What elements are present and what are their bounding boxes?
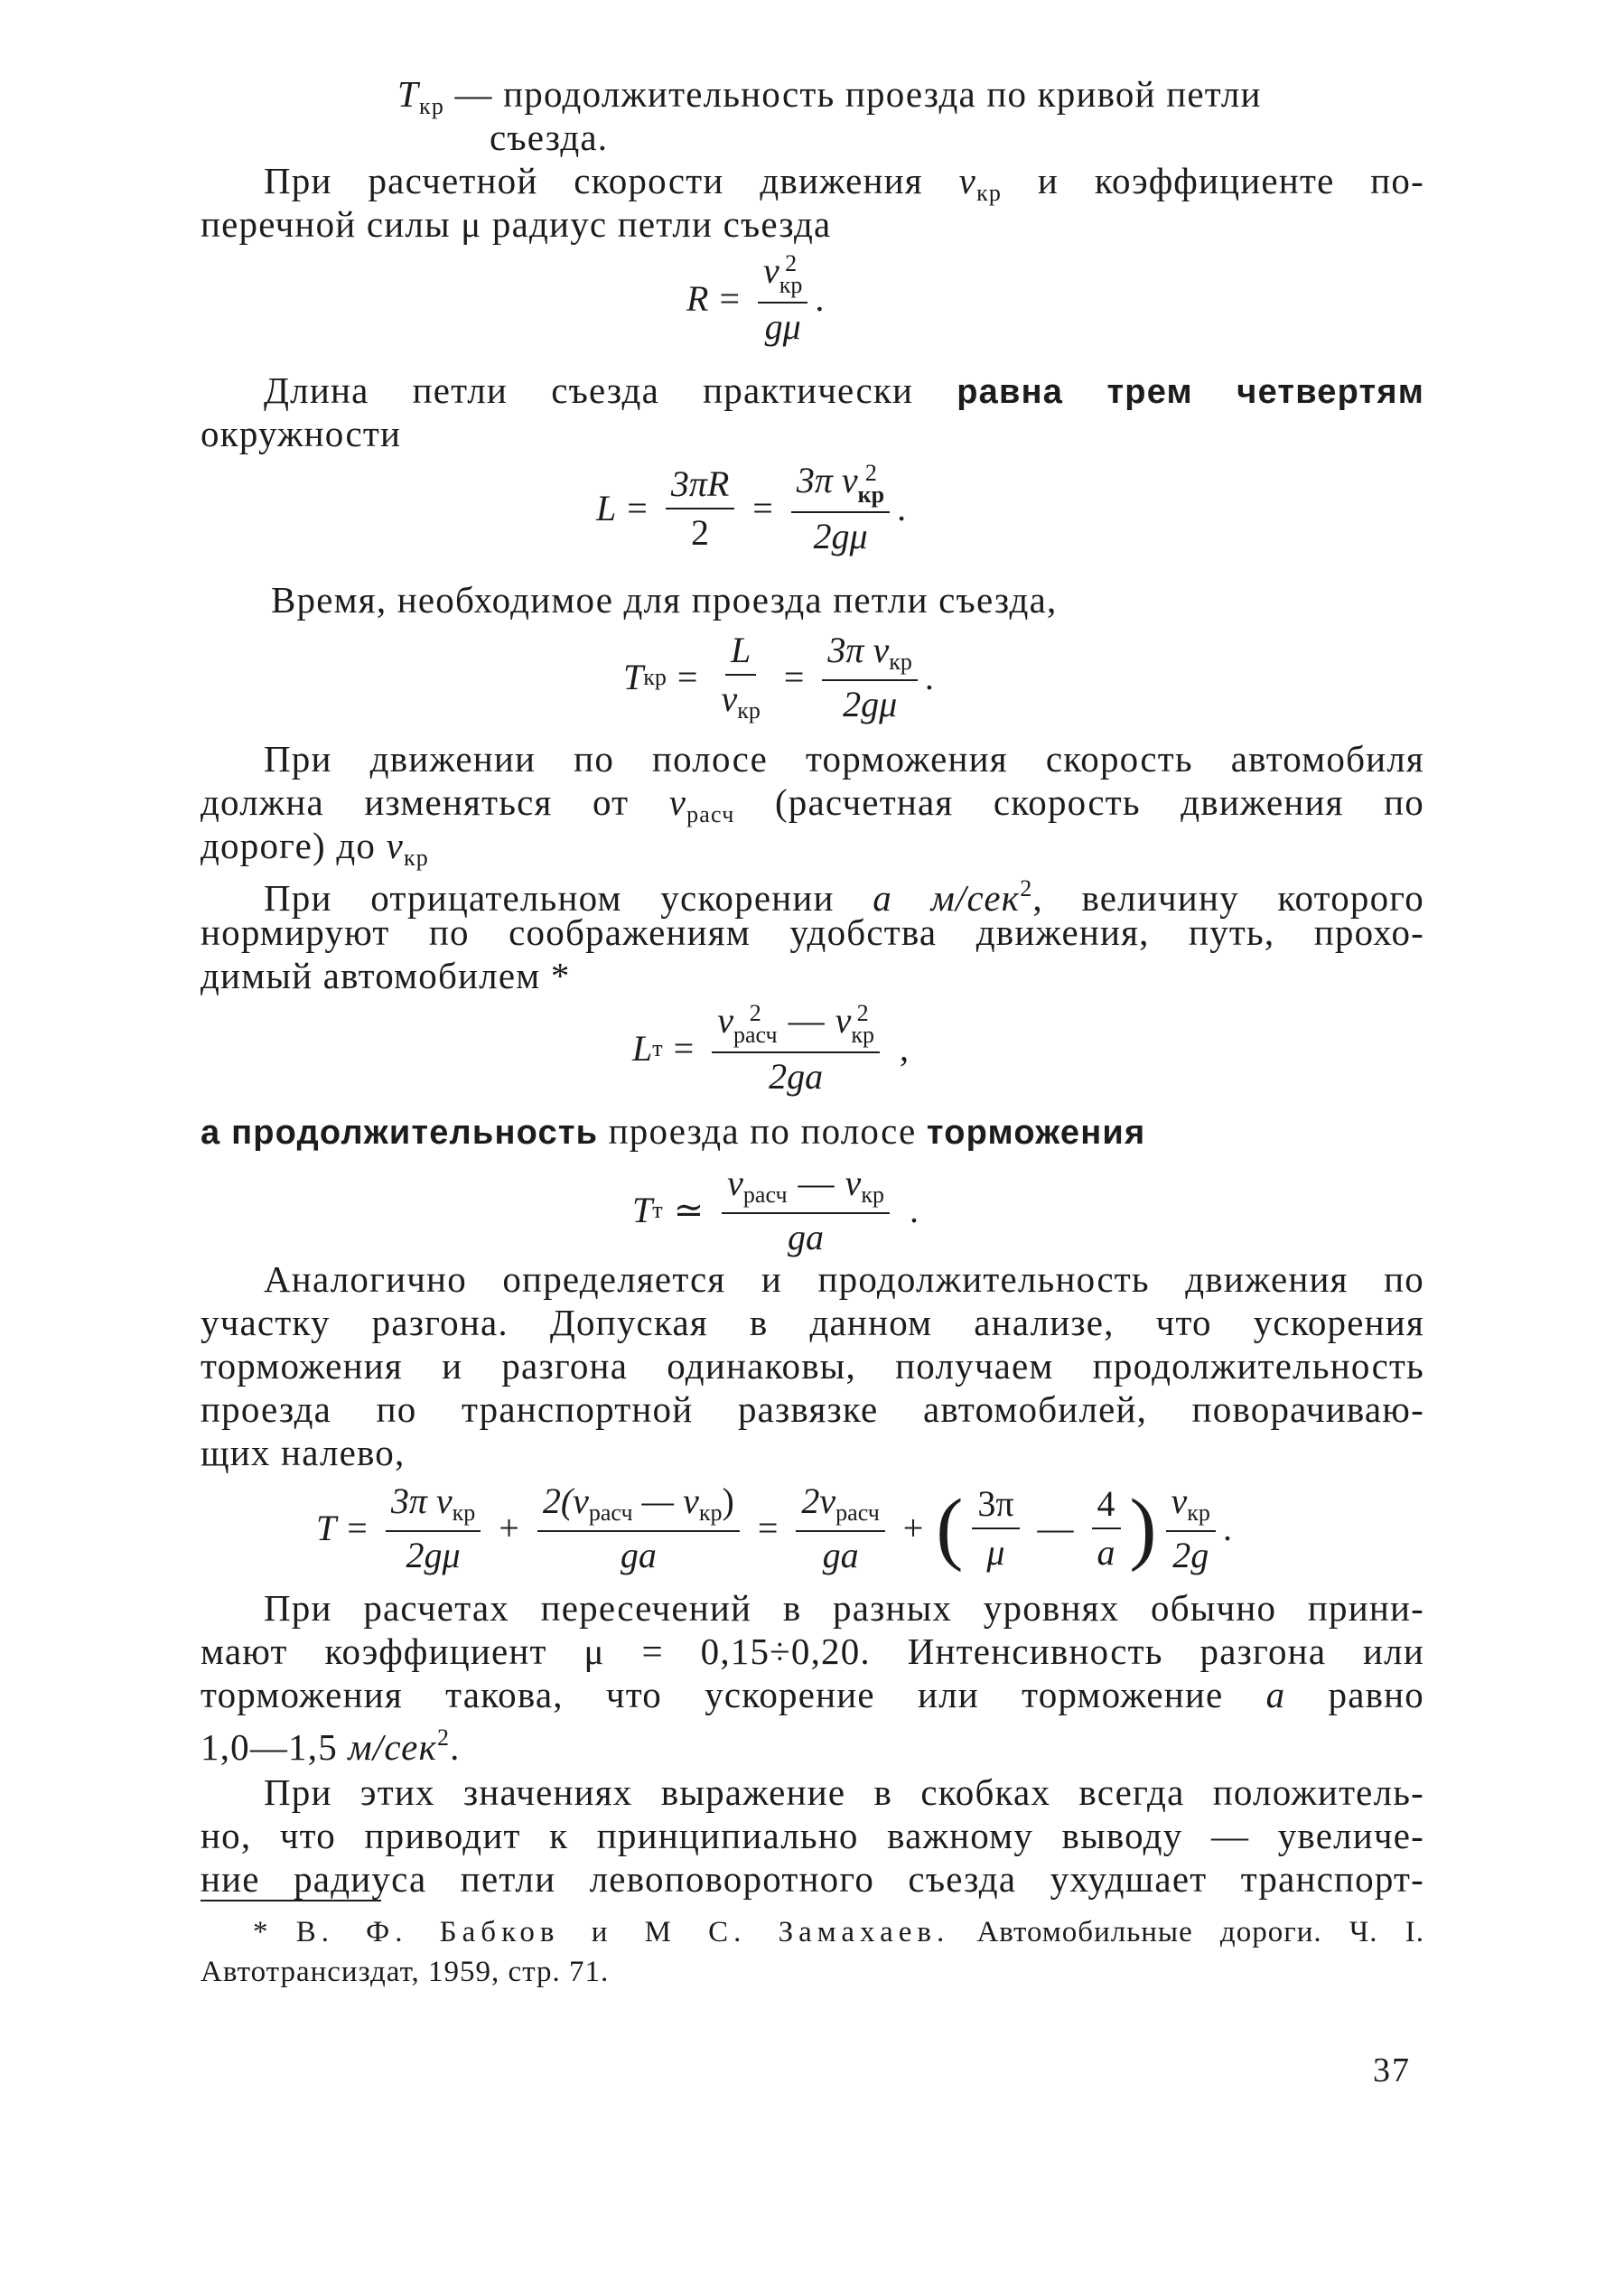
para-radius-line-2: перечной силы μ радиус петли съезда (201, 203, 832, 245)
footnote-line-2: Автотрансиздат, 1959, стр. 71. (201, 1956, 610, 1988)
fraction: $\frac{3\pi R}{2}$ (666, 466, 734, 551)
fraction: $\frac{3\pi v_{кр}}{2g\mu}$ (822, 632, 917, 723)
para-calc-line-2: мают коэффициент μ = 0,15÷0,20. Интенсивность разгона или (201, 1630, 1424, 1672)
fraction: v 2 расч — v 2 кр 2ga (712, 1003, 880, 1095)
para-brake-line-2: должна изменяться от $v_{расч}$ (расчетная скорость движения по (201, 781, 1425, 827)
para-analog-line-5: щих налево, (201, 1432, 406, 1473)
para-calc-line-3: торможения такова, что ускорение или торможение a равно (201, 1674, 1424, 1715)
fraction: v 2 кр gμ (758, 253, 807, 345)
fraction: $\frac{2v_{расч}}{ga}$ (796, 1483, 884, 1574)
para-accel-line-1: При отрицательном ускорении a м/сек$^2$, величину которого (264, 875, 1424, 919)
footnote-rule (201, 1900, 381, 1901)
para-analog-line-2: участку разгона. Допуская в данном анализе, что ускорения (201, 1302, 1424, 1343)
fraction: $\frac{3\pi}{\mu}$ (972, 1486, 1019, 1571)
fraction: $\frac{v_{расч} — v_{кр}}{ga}$ (722, 1165, 890, 1256)
para-analog-line-3: торможения и разгона одинаковы, получаем продолжительность (201, 1345, 1424, 1387)
fraction: $\frac{3\pi v_{кр}}{2g\mu}$ (386, 1483, 481, 1574)
para-brake-line-1: При движении по полосе торможения скорость автомобиля (264, 738, 1424, 780)
para-analog-line-4: проезда по транспортной развязке автомобилей, поворачиваю- (201, 1388, 1424, 1430)
para-radius-line-1: При расчетной скорости движения $v_{кр}$ и коэффициенте по- (264, 160, 1424, 206)
para-duration-line: а продолжительность проезда по полосе торможения (201, 1110, 1146, 1152)
para-accel-line-2: нормируют по соображениям удобства движения, путь, прохо- (201, 911, 1424, 953)
para-calc-line-1: При расчетах пересечений в разных уровнях обычно прини- (264, 1587, 1424, 1629)
para-concl-line-3: ние радиуса петли левоповоротного съезда ухудшает транспорт- (201, 1858, 1424, 1900)
symbol-t: T (397, 73, 420, 115)
intro-line-1: $T_{кр}$ — продолжительность проезда по кривой петли (397, 73, 1262, 119)
para-length-line-2: окружности (201, 413, 402, 454)
footnote-line-1: * В. Ф. Бабков и М С. Замахаев. Автомобильные дороги. Ч. I. (253, 1916, 1425, 1948)
intro-line-2: съезда. (490, 117, 609, 158)
formula-time: T кр = $\frac{L}{v_{кр}}$ = $\frac{3\pi v_{кр}}{2g\mu}$ . (623, 630, 934, 724)
para-concl-line-2: но, что приводит к принципиально важному выводу — увеличе- (201, 1815, 1424, 1856)
para-accel-line-3: димый автомобилем * (201, 955, 571, 996)
para-concl-line-1: При этих значениях выражение в скобках всегда положитель- (264, 1771, 1424, 1813)
formula-total-time: T = $\frac{3\pi v_{кр}}{2g\mu}$ + $\frac{2(v_{расч} — v_{кр})}{ga}$ = $\frac{2v_{расч}}{ga}$ + ( $\frac{3\pi}{\mu}$ — $\frac{4}{a}$ ) $\frac{v_{кр}}{2g}$ . (316, 1481, 1232, 1575)
fraction: $\frac{2(v_{расч} — v_{кр})}{ga}$ (537, 1483, 740, 1574)
para-time-line-1: Время, необходимое для проезда петли съезда, (271, 579, 1058, 621)
fraction: $\frac{4}{a}$ (1092, 1486, 1121, 1571)
formula-brake-time: T т ≃ $\frac{v_{расч} — v_{кр}}{ga}$ . (632, 1163, 919, 1257)
para-brake-line-3: дороге) до $v_{кр}$ (201, 825, 430, 871)
fraction: 3π v 2 кр 2gμ (791, 462, 890, 555)
fraction: $\frac{L}{v_{кр}}$ (721, 630, 761, 724)
formula-radius: R = v 2 кр gμ . (686, 250, 825, 347)
formula-length: L = $\frac{3\pi R}{2}$ = 3π v 2 кр 2gμ . (596, 460, 907, 556)
page-number: 37 (1373, 2051, 1411, 2089)
para-calc-line-4: 1,0—1,5 м/сек$^2$. (201, 1724, 461, 1768)
fraction: $\frac{v_{кр}}{2g}$ (1166, 1483, 1216, 1574)
formula-brake-length: L т = v 2 расч — v 2 кр 2ga , (632, 1000, 909, 1097)
para-length-line-1: Длина петли съезда практически равна трем четвертям (264, 369, 1425, 411)
para-analog-line-1: Аналогично определяется и продолжительность движения по (264, 1258, 1424, 1300)
